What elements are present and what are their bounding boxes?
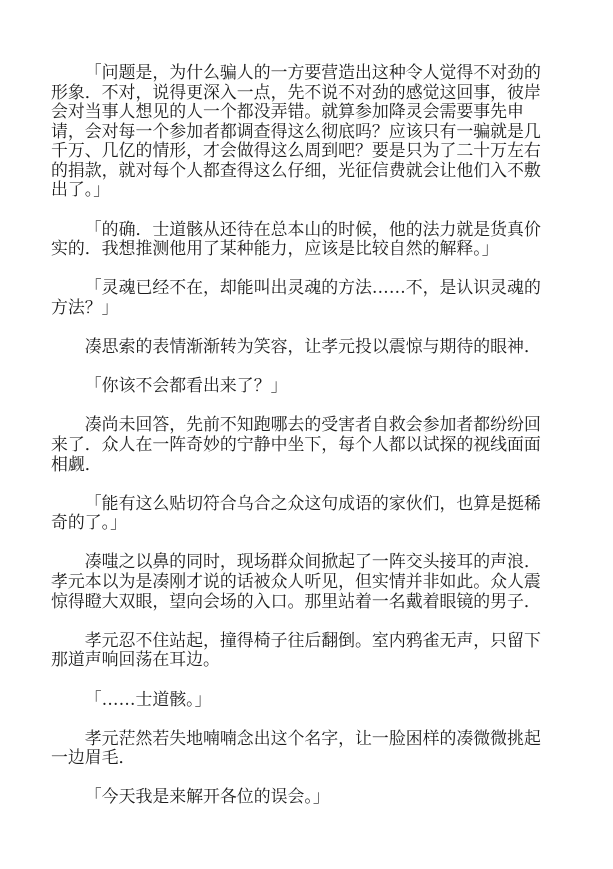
paragraph-6 <box>51 415 551 474</box>
text-line: 「的确．士道骸从还待在总本山的时候，他的法力就是货真价 <box>84 218 541 239</box>
paragraph-7 <box>51 494 551 533</box>
paragraph-10 <box>51 690 551 710</box>
text-line: 方法？」 <box>51 296 119 317</box>
text-line: 千万、几亿的情形，才会做得这么周到吧？要是只为了二十万左右 <box>51 140 541 161</box>
text-line: 「……士道骸。」 <box>84 688 212 709</box>
paragraph-1 <box>51 63 551 200</box>
text-line: 孝元本以为是凑刚才说的话被众人听见，但实情并非如此。众人震 <box>51 571 541 592</box>
text-line: 相觑． <box>51 453 102 474</box>
paragraph-3 <box>51 278 551 317</box>
paragraph-9 <box>51 631 551 670</box>
text-line: 「能有这么贴切符合乌合之众这句成语的家伙们，也算是挺稀 <box>84 492 541 513</box>
paragraph-2 <box>51 220 551 259</box>
text-line: 「今天我是来解开各位的误会。」 <box>84 786 330 807</box>
text-line: 形象．不对，说得更深入一点，先不说不对劲的感觉这回事，彼岸 <box>51 81 541 102</box>
text-line: 惊得瞪大双眼，望向会场的入口。那里站着一名戴着眼镜的男子． <box>51 590 541 611</box>
text-line: 请，会对每一个参加者都调查得这么彻底吗？应该只有一骗就是几 <box>51 120 541 141</box>
text-line: 一边眉毛． <box>51 747 136 768</box>
paragraph-5 <box>51 376 551 396</box>
text-line: 实的．我想推测他用了某种能力，应该是比较自然的解释。」 <box>51 238 499 259</box>
paragraph-12 <box>51 787 551 807</box>
text-line: 「灵魂已经不在，却能叫出灵魂的方法……不，是认识灵魂的 <box>84 277 541 298</box>
text-line: 出了。」 <box>51 179 111 200</box>
text-line: 奇的了。」 <box>51 512 128 533</box>
text-line: 那道声响回荡在耳边。 <box>51 649 220 670</box>
paragraph-4 <box>51 337 551 357</box>
document-page <box>51 63 551 827</box>
text-line: 凑尚未回答，先前不知跑哪去的受害者自救会参加者都纷纷回 <box>84 414 541 435</box>
paragraph-11 <box>51 729 551 768</box>
text-line: 「你该不会都看出来了？」 <box>84 375 288 396</box>
text-line: 孝元茫然若失地喃喃念出这个名字，让一脸困样的凑微微挑起 <box>84 727 541 748</box>
text-line: 来了．众人在一阵奇妙的宁静中坐下，每个人都以试探的视线面面 <box>51 433 541 454</box>
text-line: 孝元忍不住站起，撞得椅子往后翻倒。室内鸦雀无声，只留下 <box>84 629 541 650</box>
text-line: 的捐款，就对每个人都查得这么仔细，光征信费就会让他们入不敷 <box>51 159 541 180</box>
text-line: 「问题是，为什么骗人的一方要营造出这种令人觉得不对劲的 <box>84 62 541 82</box>
paragraph-8 <box>51 552 551 611</box>
text-line: 凑思索的表情渐渐转为笑容，让孝元投以震惊与期待的眼神． <box>84 336 541 357</box>
text-line: 会对当事人想见的人一个都没弄错。就算参加降灵会需要事先申 <box>51 101 524 122</box>
text-line: 凑嗤之以鼻的同时，现场群众间掀起了一阵交头接耳的声浪． <box>84 551 541 572</box>
